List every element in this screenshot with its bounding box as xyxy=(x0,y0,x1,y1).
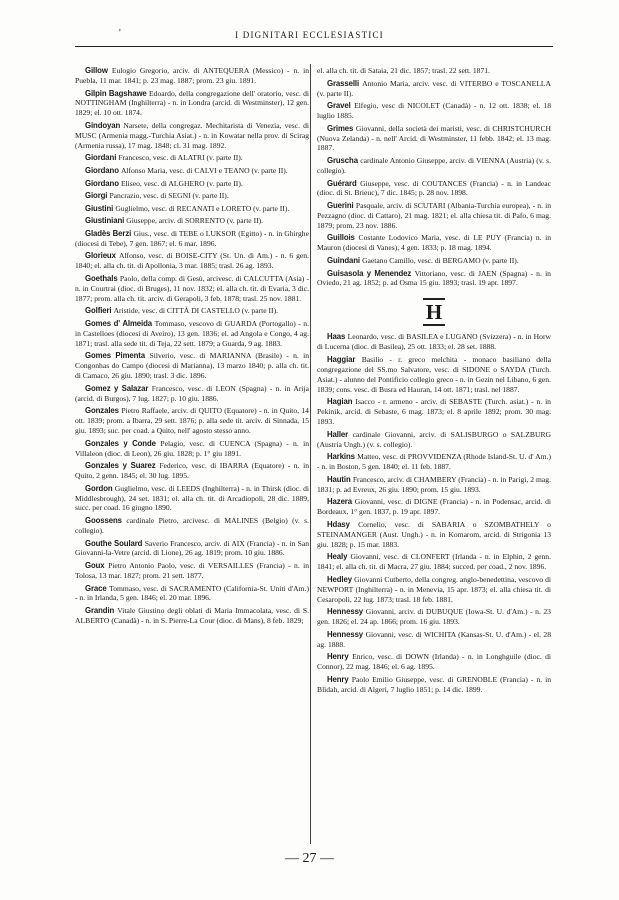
entry-name: Gomez y Salazar xyxy=(85,383,149,393)
entry xyxy=(75,461,309,481)
entry-name: Healy xyxy=(327,552,348,562)
entry-name: Hautin xyxy=(327,474,351,484)
entry-text: Enrico, vesc. di DOWN (Irlanda) - n. in Longhguile (dioc. di Connor), 22 mag. 1846; el. 6 ag. 1895. xyxy=(317,652,551,672)
entry-text: Francesco, arciv. di CHAMBERY (Francia) - n. in Parigi, 2 mag. 1831; p. ad Evreux, 26 giu. 1890; prom. 15 giu. 1893. xyxy=(317,474,551,494)
entry-name: Giustiniani xyxy=(85,216,125,226)
entry-text: Antonio Maria, arciv. vesc. di VITERBO e TOSCANELLA (v. parte II). xyxy=(317,78,551,98)
entry-text: Costante Lodovico Maria, vesc. di LE PUY (Francia) n. in Mauron (diocesi di Vanes), 4 gen. 1833; p. 18 mag. 1894. xyxy=(317,233,551,253)
entry-text: Basilio - r. greco melchita - monaco basiliano della congregazione del SS.mo Salvatore, vesc. di SIDONE o SAYDA (Turch. Asiat.) - alunno del Pontificio collegio greco - n. in Gezin nel Libano, 6 gen. 1839; cons. vesc. di Busra ed Hauran, 14 ott. 1871; trasl. nel 1887. xyxy=(317,354,551,394)
entry-text: Pietro Antonio Paolo, vesc. di VERSAILLES (Francia) - n. in Tolosa, 13 mar. 1827; prom. 21 sett. 1877. xyxy=(75,561,309,580)
entry-name: Harkins xyxy=(327,452,355,462)
entry-text: Giovanni, arciv. di DUBUQUE (Iowa-St. U. d'Am.) - n. 23 gen. 1826; el. 24 ap. 1866; prom. 16 giu. 1893. xyxy=(317,607,551,627)
entry xyxy=(317,675,551,695)
entry xyxy=(317,520,551,550)
entry-name: Gravel xyxy=(327,101,351,111)
entry-text: Narsete, della congregaz. Mechitarista di Venezia, vesc. di MUSC (Armenia magg.-Turchia Asiat.) - n. in Kowatar nella prov. di Scirag (Armenia russa), 17 mag. 1848; cl. 31 mag. 1892. xyxy=(75,120,309,150)
entry-text: Giovanni Cutberto, della congreg. anglo-benedettina, vescovo di NEWPORT (Inghilterra) - n. in Menevia, 15 apr. 1873; el. alla chiesa tit. di Cesaropoli, 22 lug. 1873; trasl. 18 feb. 1881. xyxy=(317,574,551,604)
entry-name: Haller xyxy=(327,429,349,439)
entry-name: Guindani xyxy=(327,255,360,265)
entry-name: Hedley xyxy=(327,574,352,584)
entry xyxy=(75,121,309,151)
header-rule xyxy=(75,46,553,47)
entry xyxy=(75,319,309,349)
entry-name: Hennessy xyxy=(327,629,364,639)
entry-text: Cornelio, vesc. di SABARIA o SZOMBATHELY o STEINAMANGER (Aust. Ungh.) - n. in Komarom, arcid. di Strigonia 13 giu. 1828; p. 15 mar. 1883. xyxy=(317,519,551,549)
entry xyxy=(317,79,551,99)
right-top-entries xyxy=(317,79,551,289)
entry-text: cardinale Giovanni, arciv. di SALISBURGO o SALZBURG (Austria Ungh.) (v. s. collegio). xyxy=(317,429,551,449)
entry-name: Gordon xyxy=(85,483,113,493)
entry-name: Gonzales y Conde xyxy=(85,438,156,448)
column-divider xyxy=(310,64,311,844)
entry xyxy=(75,606,309,626)
running-title: I DIGNITARI ECCLESIASTICI xyxy=(235,30,384,40)
entry-name: Gruscha xyxy=(327,156,358,165)
entry-name: Gouthe Soulard xyxy=(85,538,143,548)
entry xyxy=(317,630,551,650)
entry-name: Henry xyxy=(327,674,349,684)
entry-text: Edoardo, della congregazione dell' oratorio, vesc. di NOTTINGHAM (Inghilterra) - n. in Londra (arcid. di Westminster), 12 gen. 1829; el. 10 ott. 1874. xyxy=(75,88,309,118)
entry-text: Federico, vesc. di IBARRA (Equatore) - n. in Quito, 2 genn. 1845; el. 30 lug. 1895. xyxy=(75,461,309,480)
entry-name: Haas xyxy=(327,332,346,342)
entry xyxy=(317,552,551,572)
entry-text: Vitale Giustino degli oblati di Maria Immacolata, vesc. di S. ALBERTO (Canadà) - n. in S. Pierre-La Cour (dioc. di Mans), 8 feb. 1829; xyxy=(75,606,309,625)
entry-name: Goethals xyxy=(85,273,118,283)
section-letter-text: H xyxy=(423,298,445,326)
entry-text: Eliseo, vesc. di ALGHERO (v. parte II). xyxy=(120,178,243,188)
entry-name: Guerini xyxy=(327,201,354,210)
entry-text: cardinale Pietro, arcivesc. di MALINES (Belgio) (v. s. collegio). xyxy=(75,516,309,535)
entry-text: Giuseppe, vesc. di COUTANCES (Francia) - n. in Landeac (dioc. di St. Brieuc), 7 dic. 1845; p. 28 nov. 1898. xyxy=(317,178,551,198)
entry-name: Golfieri xyxy=(85,306,112,316)
entry-name: Hazera xyxy=(327,497,352,507)
entry-name: Hagian xyxy=(327,397,353,407)
entry-text: Leonardo, vesc. di BASILEA e LUGANO (Svizzera) - n. in Horw di Lucerna (dioc. di Basilea), 25 ott. 1833; el. 28 set. 1888. xyxy=(317,332,551,352)
entry xyxy=(317,397,551,427)
entry-text: Tommaso, vesc. di SACRAMENTO (California-St. Uniti d'Am.) - n. in Irlanda, 5 gen. 1846; el. 20 mar. 1896. xyxy=(75,583,309,603)
entry xyxy=(75,384,309,404)
entry-name: Goux xyxy=(85,561,105,570)
entry-name: Grimes xyxy=(327,123,354,133)
entry xyxy=(75,516,309,536)
entry-name: Gilpin Bagshawe xyxy=(85,88,147,98)
entry xyxy=(75,561,309,581)
entry-text: Matteo, vesc. di PROVVIDENZA (Rhode Island-St. U. d' Am.) - n. in Boston, 5 gen. 1840; el. 11 feb. 1887. xyxy=(317,452,551,472)
entry-text: Giuseppe, arciv. di SORRENTO (v. parte II). xyxy=(126,216,264,226)
entry-name: Goossens xyxy=(85,516,122,525)
entry-text: Giovanni, vesc. di CLONFERT (Irlanda - n. in Elphin, 2 genn. 1841; el. alla ch. tit. di Macra, 27 giu. 1884; succed. per coad., 2 nov. 1896. xyxy=(317,552,551,572)
entry-text: Francesco, vesc. di LEON (Spagna) - n. in Arija (arcid. di Burgos), 7 lug. 1827; p. 10 giu. 1886. xyxy=(75,383,309,403)
page-number: — 27 — xyxy=(285,851,334,866)
entry-text: Giovanni, vesc. di WICHITA (Kansas-St. U. d'Am.) - el. 28 ag. 1888. xyxy=(317,629,551,649)
entry xyxy=(317,124,551,154)
entry-name: Glorieux xyxy=(85,251,116,261)
entry-text: cardinale Antonio Giuseppe, arciv. di VIENNA (Austria) (v. s. collegio). xyxy=(317,156,551,175)
entry-text: Tommaso, vescovo di GUARDA (Portogallo) - n. in Castelloes (diocesi di Aveiro), 13 gen. 1836; el. ad Angola e Congo, 4 ag. 1871; trasl. alla sede tit. di Teja, 22 sett. 1879; a Guarda, 9 ag. 1883. xyxy=(75,318,309,348)
entry xyxy=(75,179,309,189)
entry-text: Silverio, vesc. di MARIANNA (Brasile) - n. in Congonhas do Campo (diocesi di Marianna), 13 marzo 1840; p. alla ch. tit. di Camaco, 26 giu. 1890; trasl. 3 dic. 1896. xyxy=(75,351,309,381)
entry-name: Gindoyan xyxy=(85,120,121,130)
entry-name: Gomes d' Almeida xyxy=(85,318,152,328)
entry xyxy=(75,539,309,559)
entry-text: Guglielmo, vesc. di LEEDS (Inghilterra) - n. in Thirsk (dioc. di Middlesbrough), 24 set. 1831; el. alla ch. tit. di Arcadiopoli, 28 dic. 1889, succ. per coad. 16 giugno 1890. xyxy=(75,483,309,513)
entry-text: Paolo, della comp. di Gesù, arcivesc. di CALCUTTA (Asia) - n. in Courtrai (dioc. di Bruges), 11 nov. 1832; el. alla ch. tit. di Evaria, 3 dic. 1877; prom. alla ch. tit. arciv. di Gerapoli, 3 feb. 1878; trasl. 25 nov. 1881. xyxy=(75,273,309,303)
entry xyxy=(75,229,309,249)
entry xyxy=(75,251,309,271)
entry-name: Hennessy xyxy=(327,607,364,617)
entry-name: Henry xyxy=(327,652,349,662)
entry xyxy=(317,575,551,605)
continuation-text: el. alla ch. tit. di Sataia, 21 dic. 1857; trasl. 22 sett. 1871. xyxy=(317,66,490,75)
entry-text: Isacco - r. armeno - arciv. di SEBASTE (Turch. asiat.) - n. in Pekinik, arcid. di Sebaste, 6 mag. 1873; el. 8 aprile 1892; prom. 30 mag. 1893. xyxy=(317,397,551,427)
entry xyxy=(317,332,551,352)
entry-name: Grandin xyxy=(85,606,115,615)
entry-text: Giovanni, della società dei maristi, vesc. di CHRISTCHURCH (Nuova Zelanda) - n. nell' Arcid. di Westminster, 11 febb. 1842; el. 13 mag. 1887. xyxy=(317,123,551,153)
entry-text: Guglielmo, vesc. di RECANATI e LORETO (v. parte II). xyxy=(115,203,290,213)
entry-name: Guisasola y Menendez xyxy=(327,268,412,278)
entry xyxy=(317,201,551,231)
entry xyxy=(317,269,551,289)
entry-text: Pasquale, arciv. di SCUTARI (Albania-Turchia europea), - n. in Pezzagno (dioc. di Cattaro), 21 mag. 1821; el. alla chiesa tit. di Pafo, 6 mag. 1879; prom. 23 nov. 1886. xyxy=(317,201,551,230)
right-column xyxy=(317,66,551,866)
entry xyxy=(317,452,551,472)
entry-name: Giorgi xyxy=(85,191,108,201)
entry-text: Pancrazio, vesc. di SEGNI (v. parte II). xyxy=(109,191,229,201)
entry xyxy=(317,256,551,266)
entry-name: Gonzales y Suarez xyxy=(85,461,156,471)
entry-text: Eulogio Gregorio, arciv. di ANTEQUERA (Messico) - n. in Puebla, 11 mar. 1841; p. 23 mag. 1887; prom. 23 giu. 1891. xyxy=(75,66,309,85)
entry xyxy=(75,216,309,226)
entry xyxy=(317,475,551,495)
right-bottom-entries xyxy=(317,332,551,694)
entry xyxy=(75,89,309,119)
entry-text: Alfonso, vesc. di BOISE-CITY (St. Un. di Am.) - n. 6 gen. 1840; el. alla ch. tit. di Apollonia, 3 mar. 1885; trasl. 26 ag. 1893. xyxy=(75,251,309,271)
entry-name: Giustini xyxy=(85,203,114,213)
entry-text: Pelagio, vesc. di CUENCA (Spagna) - n. in Villaleon (dioc. di Leon), 26 giu. 1828; p. 1° giu 1891. xyxy=(75,438,309,458)
entry-name: Gonzales xyxy=(85,406,119,416)
entry xyxy=(317,652,551,672)
entry xyxy=(317,101,551,121)
entry-name: Haggiar xyxy=(327,354,356,364)
entry xyxy=(317,355,551,395)
entry xyxy=(317,497,551,517)
entry-name: Giordano xyxy=(85,178,119,188)
entry-name: Grace xyxy=(85,583,107,593)
entry xyxy=(75,191,309,201)
entry-name: Giordano xyxy=(85,165,119,175)
entry-name: Giordani xyxy=(85,153,117,163)
entry xyxy=(75,439,309,459)
entry xyxy=(317,156,551,176)
entry xyxy=(75,274,309,304)
section-letter xyxy=(317,300,551,325)
entry xyxy=(75,306,309,316)
entry-text: Saverio Francesco, arciv. di AIX (Francia) - n. in San Giovanni-la-Vetre (arcid. di Lione), 26 ag. 1819; prom. 10 giu. 1886. xyxy=(75,538,309,558)
entry xyxy=(75,484,309,514)
entry-name: Gillow xyxy=(85,66,108,75)
entry-name: Grasselli xyxy=(327,78,360,88)
entry-name: Gomes Pimenta xyxy=(85,351,146,361)
entry xyxy=(75,204,309,214)
entry xyxy=(75,153,309,163)
entry-text: Vittoriano, vesc. di JAEN (Spagna) - n. in Oviedo, 21 ag. 1852; p. ad Osma 15 giu. 1893; trasl. 19 apr. 1897. xyxy=(317,268,551,288)
entry-text: Gaetano Camillo, vesc. di BERGAMO (v. parte II). xyxy=(362,255,519,265)
entry xyxy=(75,166,309,176)
entry-text: Alfonso Maria, vesc. di CALVI e TEANO (v. parte II). xyxy=(120,165,288,175)
left-column xyxy=(75,66,309,866)
entry xyxy=(317,179,551,199)
entry-name: Guillois xyxy=(327,233,355,243)
entry-text: Aristide, vesc. di CITTÀ DI CASTELLO (v. parte II). xyxy=(113,306,278,316)
entry-name: Hdasy xyxy=(327,519,350,529)
entry xyxy=(75,66,309,86)
entry-text: Pietro Raffaele, arciv. di QUITO (Equatore) - n. in Quito, 14 ott. 1839; prom. a Ibarra, 29 sett. 1876; p. alla sede tit. arciv. di Sinnada, 15 giu. 1893; suc. per coad. a Quito, nell' agosto stesso anno. xyxy=(75,406,309,435)
entry-text: Paolo Emilio Giuseppe, vesc. di GRENOBLE (Francia) - n. in Blidah, arcid. di Algeri, 7 luglio 1851; p. 14 dic. 1899. xyxy=(317,674,551,694)
margin-mark: ' xyxy=(119,28,121,39)
entry-name: Gladès Berzi xyxy=(85,228,132,238)
entry-name: Guérard xyxy=(327,178,357,188)
entry xyxy=(75,584,309,604)
entry-text: Gius., vesc. di TEBE o LUKSOR (Egitto) - n. in Ghirghe (diocesi di Tebe), 7 gen. 1867; el. 6 mar. 1896. xyxy=(75,228,309,248)
entry-text: Francesco, vesc. di ALATRI (v. parte II). xyxy=(118,153,243,163)
entry-text: Elfegio, vesc di NICOLET (Canadà) - n. 12 ott. 1838; el. 18 luglio 1885. xyxy=(317,101,551,120)
entry xyxy=(75,406,309,436)
entry xyxy=(317,607,551,627)
entry-text: Giovanni, vesc. di DIGNE (Francia) - n. in Podensac, arcid. di Bordeaux, 1° gen. 1837, p. 19 apr. 1897. xyxy=(317,497,551,517)
entry xyxy=(317,430,551,450)
entry xyxy=(75,351,309,381)
entry xyxy=(317,233,551,253)
